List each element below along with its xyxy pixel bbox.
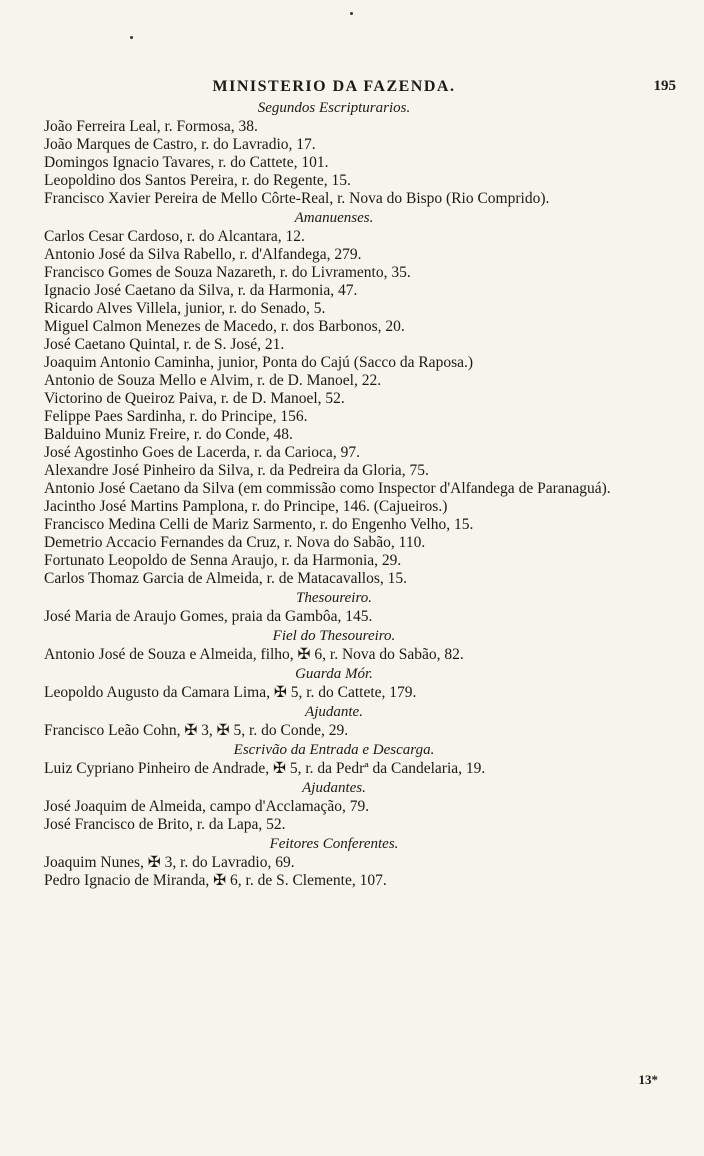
entry: Balduino Muniz Freire, r. do Conde, 48. xyxy=(44,426,293,443)
section-title: Ajudante. xyxy=(305,704,363,720)
entry: José Francisco de Brito, r. da Lapa, 52. xyxy=(44,816,286,833)
entry: João Marques de Castro, r. do Lavradio, 17. xyxy=(44,136,316,153)
entry: José Agostinho Goes de Lacerda, r. da Carioca, 97. xyxy=(44,444,360,461)
section-title: Amanuenses. xyxy=(294,210,374,226)
section-title: Feitores Conferentes. xyxy=(269,836,399,852)
entry: José Maria de Araujo Gomes, praia da Gambôa, 145. xyxy=(44,608,373,625)
section-title: Thesoureiro. xyxy=(296,590,372,606)
entry: Antonio de Souza Mello e Alvim, r. de D. Manoel, 22. xyxy=(44,372,382,389)
entry: Antonio José de Souza e Almeida, filho, ✠ 6, r. Nova do Sabão, 82. xyxy=(44,646,464,663)
entry: Jacintho José Martins Pamplona, r. do Principe, 146. (Cajueiros.) xyxy=(44,498,448,515)
entry: Francisco Leão Cohn, ✠ 3, ✠ 5, r. do Conde, 29. xyxy=(44,722,349,739)
entry: Francisco Xavier Pereira de Mello Côrte-Real, r. Nova do Bispo (Rio Comprido). xyxy=(44,190,550,207)
entry: Pedro Ignacio de Miranda, ✠ 6, r. de S. Clemente, 107. xyxy=(44,872,387,889)
section-ajudantes xyxy=(44,778,624,834)
entry: Demetrio Accacio Fernandes da Cruz, r. Nova do Sabão, 110. xyxy=(44,534,426,551)
entry: Joaquim Antonio Caminha, junior, Ponta do Cajú (Sacco da Raposa.) xyxy=(44,354,474,371)
section-thesoureiro xyxy=(44,588,624,626)
entry: Victorino de Queiroz Paiva, r. de D. Manoel, 52. xyxy=(44,390,345,407)
entry: Francisco Gomes de Souza Nazareth, r. do Livramento, 35. xyxy=(44,264,411,281)
entry: Ignacio José Caetano da Silva, r. da Harmonia, 47. xyxy=(44,282,358,299)
section-amanuenses xyxy=(44,208,624,588)
entry: Antonio José da Silva Rabello, r. d'Alfandega, 279. xyxy=(44,246,362,263)
page-header xyxy=(44,72,676,98)
section-ajudante xyxy=(44,702,624,740)
page-number: 195 xyxy=(653,78,676,94)
entry: Luiz Cypriano Pinheiro de Andrade, ✠ 5, r. da Pedrª da Candelaria, 19. xyxy=(44,760,486,777)
section-segundos-escripturarios xyxy=(44,98,624,208)
entry: Ricardo Alves Villela, junior, r. do Senado, 5. xyxy=(44,300,326,317)
section-title: Escrivão da Entrada e Descarga. xyxy=(233,742,435,758)
section-title: Segundos Escripturarios. xyxy=(257,100,411,116)
entry: Alexandre José Pinheiro da Silva, r. da Pedreira da Gloria, 75. xyxy=(44,462,429,479)
section-title: Guarda Mór. xyxy=(295,666,373,682)
section-title: Ajudantes. xyxy=(302,780,366,796)
entry: Miguel Calmon Menezes de Macedo, r. dos Barbonos, 20. xyxy=(44,318,405,335)
entry: Francisco Medina Celli de Mariz Sarmento, r. do Engenho Velho, 15. xyxy=(44,516,474,533)
document-page xyxy=(44,72,676,890)
section-guarda-mor xyxy=(44,664,624,702)
entry: José Caetano Quintal, r. de S. José, 21. xyxy=(44,336,285,353)
entry: Felippe Paes Sardinha, r. do Principe, 156. xyxy=(44,408,308,425)
signature-mark: 13* xyxy=(638,1072,658,1087)
entry: Carlos Cesar Cardoso, r. do Alcantara, 12. xyxy=(44,228,305,245)
section-escrivao xyxy=(44,740,624,778)
entry: Fortunato Leopoldo de Senna Araujo, r. da Harmonia, 29. xyxy=(44,552,402,569)
entry: Domingos Ignacio Tavares, r. do Cattete, 101. xyxy=(44,154,329,171)
entry: Carlos Thomaz Garcia de Almeida, r. de Matacavallos, 15. xyxy=(44,570,407,587)
entry: Leopoldino dos Santos Pereira, r. do Regente, 15. xyxy=(44,172,351,189)
entry: Joaquim Nunes, ✠ 3, r. do Lavradio, 69. xyxy=(44,854,295,871)
section-title: Fiel do Thesoureiro. xyxy=(272,628,396,644)
entry: Leopoldo Augusto da Camara Lima, ✠ 5, r. do Cattete, 179. xyxy=(44,684,417,701)
running-title: MINISTERIO DA FAZENDA. xyxy=(212,78,456,95)
entry: Antonio José Caetano da Silva (em commissão como Inspector d'Alfandega de Paranaguá). xyxy=(44,480,611,497)
section-fiel-do-thesoureiro xyxy=(44,626,624,664)
section-feitores-conferentes xyxy=(44,834,624,890)
ink-speck xyxy=(130,36,133,39)
entry: João Ferreira Leal, r. Formosa, 38. xyxy=(44,118,258,135)
ink-speck xyxy=(350,12,353,15)
entry: José Joaquim de Almeida, campo d'Acclamação, 79. xyxy=(44,798,370,815)
